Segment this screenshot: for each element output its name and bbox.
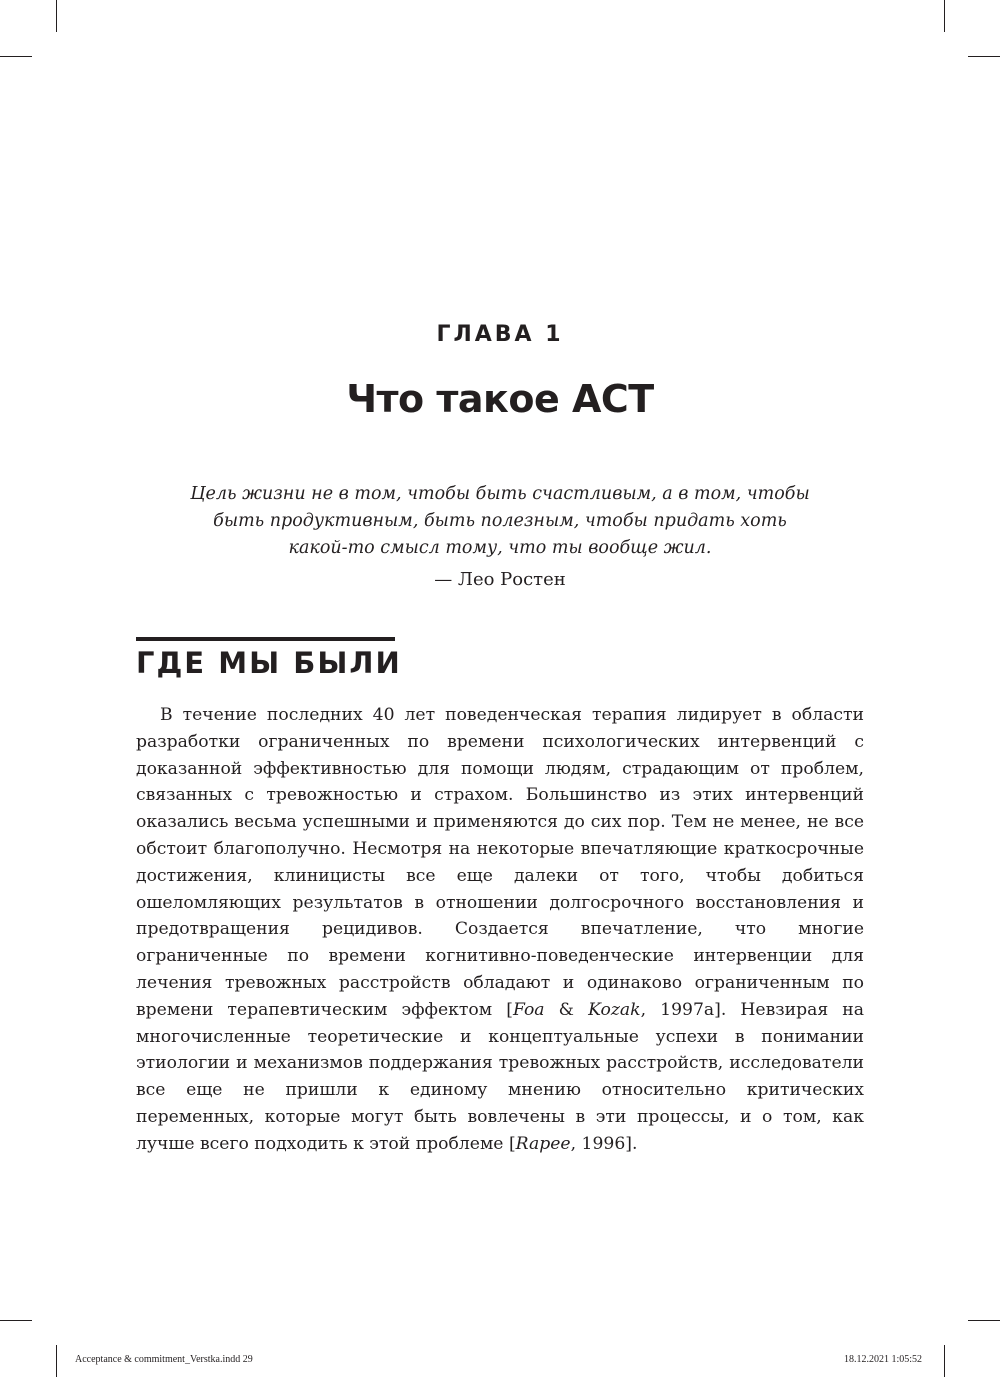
epigraph-attribution: — Лео Ростен — [434, 569, 566, 590]
crop-mark-bottom-left-vertical — [56, 1345, 57, 1377]
epigraph-line: какой-то смысл тому, что ты вообще жил. — [288, 538, 712, 558]
crop-mark-bottom-right-horizontal — [968, 1320, 1000, 1321]
crop-mark-top-right-horizontal — [968, 56, 1000, 57]
body-paragraph — [136, 702, 864, 1158]
crop-mark-top-right-vertical — [944, 0, 945, 32]
body-text-part: В течение последних 40 лет поведенческая терапия лидирует в области разработки ограниченных по времени психологических интервенций с доказанной эффективностью для помощи людям, страдающим от проблем, связанных с тревожностью и страхом. Большинство из этих интервенций оказались весьма успешными и применяются до сих пор. Тем не менее, не все обстоит благополучно. Несмотря на некоторые впечатляющие краткосрочные достижения, клиницисты все еще далеки от того, чтобы добиться ошеломляющих результатов в отношении долгосрочного восстановления и предотвращения рецидивов. Создается впечатление, что многие ограниченные по времени когнитивно-поведенческие интервенции для лечения тревожных расстройств обладают и одинаково ограниченным по времени терапевтическим эффектом [ — [136, 705, 864, 1020]
crop-mark-bottom-left-horizontal — [0, 1320, 32, 1321]
epigraph — [150, 481, 850, 562]
citation-author: Foa — [512, 999, 545, 1020]
citation-ampersand: & — [544, 999, 589, 1020]
citation-year: , 1997a] — [640, 999, 721, 1020]
citation-author: Rapee — [515, 1133, 571, 1154]
citation-author: Kozak — [588, 999, 641, 1020]
crop-mark-top-left-vertical — [56, 0, 57, 32]
section-rule — [136, 637, 395, 641]
section-heading: ГДЕ МЫ БЫЛИ — [136, 646, 402, 680]
footer-file-info: Acceptance & commitment_Verstka.indd 29 — [75, 1354, 253, 1365]
chapter-title: Что такое ACT — [346, 377, 654, 421]
crop-mark-bottom-right-vertical — [944, 1345, 945, 1377]
epigraph-line: Цель жизни не в том, чтобы быть счастливым, а в том, чтобы — [190, 484, 810, 504]
footer-timestamp: 18.12.2021 1:05:52 — [843, 1354, 922, 1365]
chapter-label: ГЛАВА 1 — [436, 322, 564, 347]
epigraph-line: быть продуктивным, быть полезным, чтобы придать хоть — [213, 511, 787, 531]
crop-mark-top-left-horizontal — [0, 56, 32, 57]
citation-year: , 1996]. — [570, 1133, 638, 1154]
body-text-part: . Невзирая на многочисленные теоретические и концептуальные успехи в понимании этиологии и механизмов поддержания тревожных расстройств, исследователи все еще не пришли к единому мнению относительно критических переменных, которые могут быть вовлечены в эти процессы, и о том, как лучше всего подходить к этой проблеме [ — [136, 999, 865, 1154]
